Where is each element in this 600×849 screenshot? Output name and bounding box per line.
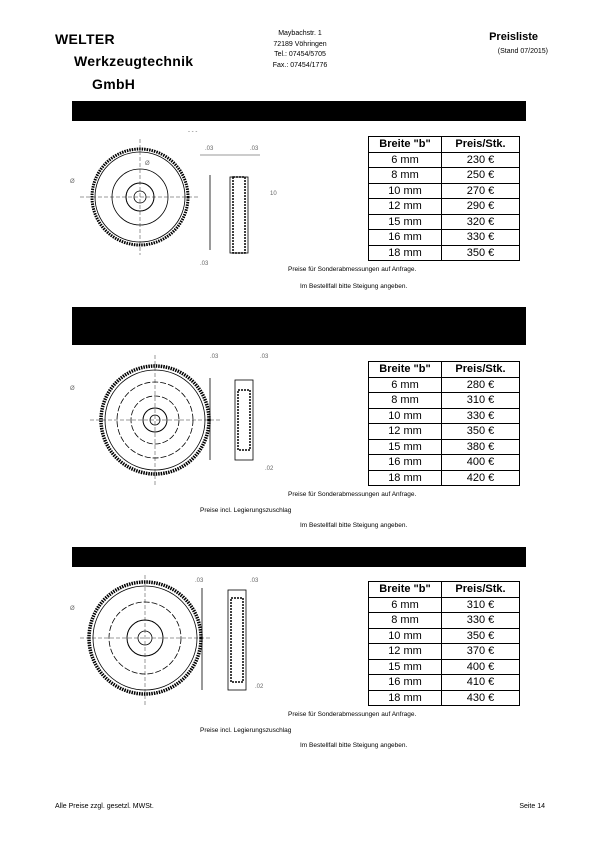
breite-cell: 10 mm (369, 628, 442, 644)
svg-text:.03: .03 (250, 146, 259, 152)
preis-cell: 400 € (442, 659, 520, 675)
address-fax: Fax.: 07454/1776 (272, 61, 328, 69)
table-header-row (369, 582, 520, 598)
svg-text:.03: .03 (210, 354, 219, 360)
svg-text:.02: .02 (255, 684, 264, 690)
footer-page-number: Seite 14 (519, 803, 545, 810)
price-table-2 (368, 361, 520, 486)
breite-cell: 6 mm (369, 152, 442, 168)
note-sonderabmessungen: Preise für Sonderabmessungen auf Anfrage. (288, 491, 417, 498)
preis-cell: 350 € (442, 628, 520, 644)
preis-cell: 330 € (442, 408, 520, 424)
address-phone: Tel.: 07454/5705 (274, 51, 326, 58)
section-3-saw-blade-drawing (70, 570, 290, 710)
breite-cell: 8 mm (369, 168, 442, 184)
table-row (369, 628, 520, 644)
breite-cell: 18 mm (369, 245, 442, 261)
company-name-line2: Werkzeugtechnik (74, 53, 194, 69)
table-row (369, 439, 520, 455)
table-row (369, 168, 520, 184)
table-row (369, 424, 520, 440)
price-table-3 (368, 581, 520, 706)
column-header-preis: Preis/Stk. (442, 582, 520, 598)
table-header-row (369, 362, 520, 378)
table-row (369, 199, 520, 215)
company-name-line3: GmbH (92, 76, 136, 92)
note-legierungszuschlag: Preise incl. Legierungszuschlag (200, 727, 292, 734)
table-row (369, 659, 520, 675)
table-row (369, 230, 520, 246)
table-row (369, 152, 520, 168)
svg-text:Ø: Ø (70, 386, 75, 392)
price-table-1 (368, 136, 520, 261)
column-header-preis: Preis/Stk. (442, 362, 520, 378)
svg-text:.03: .03 (195, 578, 204, 584)
column-header-breite: Breite "b" (369, 137, 442, 153)
note-sonderabmessungen: Preise für Sonderabmessungen auf Anfrage. (288, 266, 417, 273)
table-row (369, 644, 520, 660)
table-row (369, 455, 520, 471)
column-header-breite: Breite "b" (369, 362, 442, 378)
table-header-row (369, 137, 520, 153)
address-street: Maybachstr. 1 (278, 30, 322, 37)
breite-cell: 18 mm (369, 470, 442, 486)
note-bestellfall: Im Bestellfall bitte Steigung angeben. (300, 522, 408, 529)
preis-cell: 370 € (442, 644, 520, 660)
breite-cell: 10 mm (369, 183, 442, 199)
svg-text:Ø: Ø (70, 606, 75, 612)
preis-cell: 230 € (442, 152, 520, 168)
table-row (369, 245, 520, 261)
breite-cell: 8 mm (369, 613, 442, 629)
preis-cell: 350 € (442, 245, 520, 261)
preis-cell: 270 € (442, 183, 520, 199)
preis-cell: 400 € (442, 455, 520, 471)
breite-cell: 15 mm (369, 214, 442, 230)
breite-cell: 15 mm (369, 439, 442, 455)
preis-cell: 310 € (442, 393, 520, 409)
svg-text:.03: .03 (250, 578, 259, 584)
section-1-saw-blade-drawing (70, 125, 290, 270)
breite-cell: 16 mm (369, 230, 442, 246)
preis-cell: 320 € (442, 214, 520, 230)
table-row (369, 183, 520, 199)
section-2-header-bar (72, 307, 526, 345)
page-title: Preisliste (489, 31, 538, 43)
preis-cell: 280 € (442, 377, 520, 393)
breite-cell: 18 mm (369, 690, 442, 706)
note-bestellfall: Im Bestellfall bitte Steigung angeben. (300, 742, 408, 749)
preis-cell: 430 € (442, 690, 520, 706)
table-row (369, 470, 520, 486)
svg-text:10: 10 (270, 191, 277, 197)
svg-text:.03: .03 (200, 261, 209, 267)
svg-text:.03: .03 (260, 354, 269, 360)
preis-cell: 330 € (442, 613, 520, 629)
breite-cell: 8 mm (369, 393, 442, 409)
footer-vat-note: Alle Preise zzgl. gesetzl. MWSt. (55, 803, 154, 810)
section-3-header-bar (72, 547, 526, 567)
table-row (369, 214, 520, 230)
breite-cell: 15 mm (369, 659, 442, 675)
preis-cell: 250 € (442, 168, 520, 184)
breite-cell: 6 mm (369, 597, 442, 613)
table-row (369, 377, 520, 393)
svg-text:Ø: Ø (70, 179, 75, 185)
preis-cell: 350 € (442, 424, 520, 440)
preis-cell: 410 € (442, 675, 520, 691)
company-address (250, 29, 350, 71)
address-city: 72189 Vöhringen (273, 40, 327, 48)
preis-cell: 310 € (442, 597, 520, 613)
preis-cell: 380 € (442, 439, 520, 455)
svg-text:- - -: - - - (188, 129, 198, 135)
breite-cell: 16 mm (369, 455, 442, 471)
column-header-preis: Preis/Stk. (442, 137, 520, 153)
breite-cell: 16 mm (369, 675, 442, 691)
breite-cell: 10 mm (369, 408, 442, 424)
svg-text:Ø: Ø (145, 161, 150, 167)
table-row (369, 613, 520, 629)
note-sonderabmessungen: Preise für Sonderabmessungen auf Anfrage. (288, 711, 417, 718)
breite-cell: 6 mm (369, 377, 442, 393)
section-2-saw-blade-drawing (70, 350, 290, 480)
preis-cell: 420 € (442, 470, 520, 486)
price-list-date: (Stand 07/2015) (497, 48, 548, 55)
table-row (369, 690, 520, 706)
note-bestellfall: Im Bestellfall bitte Steigung angeben. (300, 283, 408, 290)
breite-cell: 12 mm (369, 199, 442, 215)
section-1-header-bar (72, 101, 526, 121)
company-name-line1: WELTER (55, 31, 115, 47)
preis-cell: 290 € (442, 199, 520, 215)
breite-cell: 12 mm (369, 424, 442, 440)
note-legierungszuschlag: Preise incl. Legierungszuschlag (200, 507, 292, 514)
column-header-breite: Breite "b" (369, 582, 442, 598)
svg-text:.02: .02 (265, 466, 274, 472)
table-row (369, 408, 520, 424)
table-row (369, 597, 520, 613)
preis-cell: 330 € (442, 230, 520, 246)
table-row (369, 675, 520, 691)
svg-text:.03: .03 (205, 146, 214, 152)
table-row (369, 393, 520, 409)
breite-cell: 12 mm (369, 644, 442, 660)
